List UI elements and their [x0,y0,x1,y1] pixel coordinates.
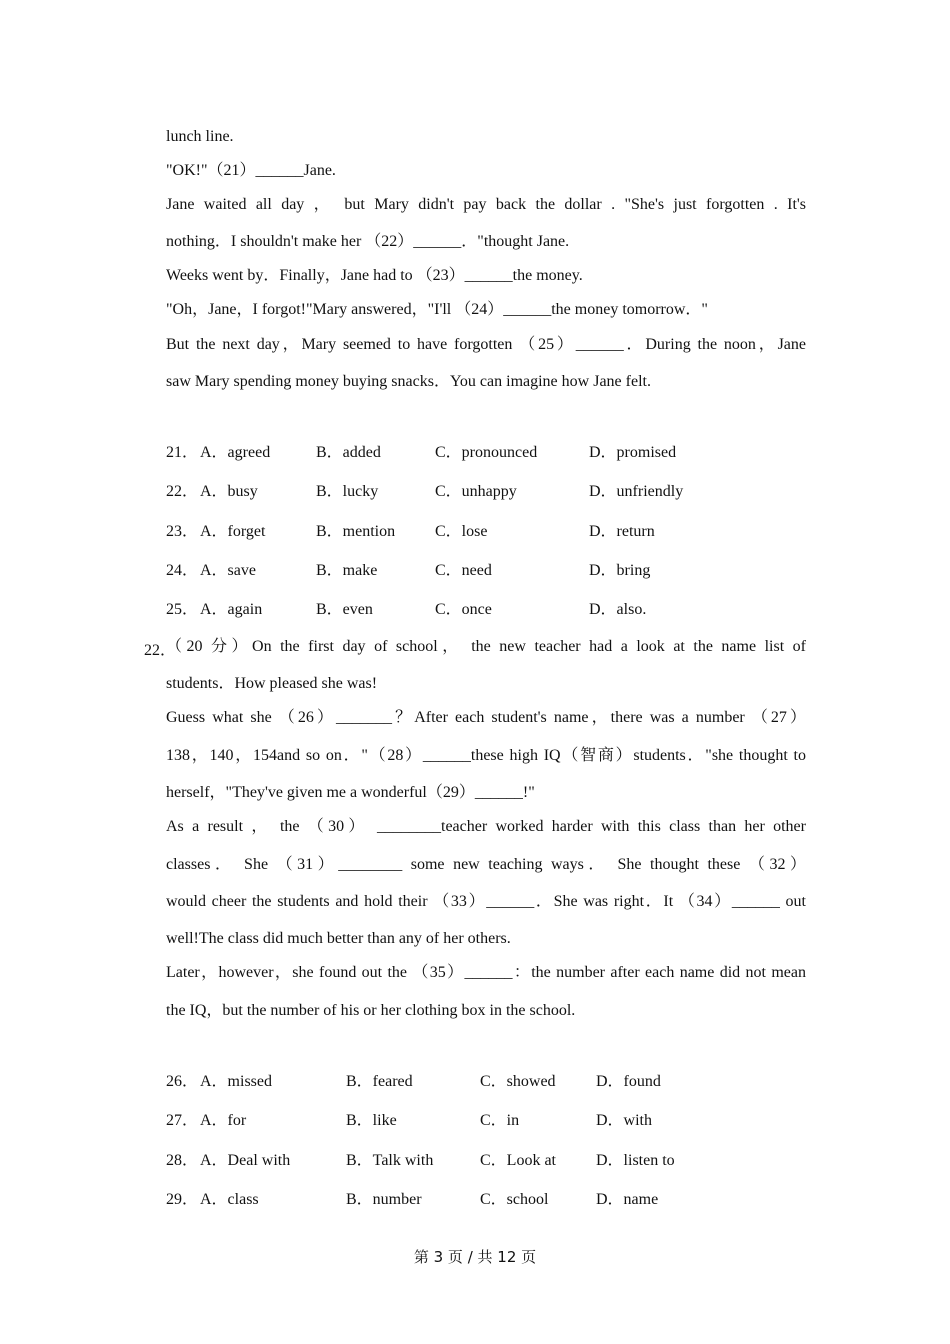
option-c: C．showed [480,1073,556,1090]
passage-line: saw Mary spending money buying snacks．You can imagine how Jane felt. [166,373,651,390]
option-c: C．lose [435,523,488,540]
passage-line: "Oh，Jane，I forgot!"Mary answered，"I'll （24）______the money tomorrow．" [166,301,708,318]
passage-line: nothing．I shouldn't make her （22）______．"thought Jane. [166,233,570,250]
passage-line: would cheer the students and hold their （33）______．She was right．It （34）______ out [166,893,806,910]
question-number: 25． [166,601,199,618]
option-b: B．lucky [316,483,379,500]
option-a: A．Deal with [200,1152,291,1169]
question-number: 22． [166,483,199,500]
option-b: B．added [316,444,381,461]
question-number: 26． [166,1073,199,1090]
question-number: 27． [166,1112,199,1129]
option-d: D．unfriendly [589,483,684,500]
option-a: A．for [200,1112,247,1129]
passage-line: But the next day，Mary seemed to have forgotten （25）______．During the noon，Jane [166,336,806,353]
option-a: A．missed [200,1073,273,1090]
question-number: 21． [166,444,199,461]
passage-line: 138，140，154and so on．"（28）______these high IQ（智商）students．"she thought to [166,747,806,764]
option-d: D．bring [589,562,651,579]
option-b: B．even [316,601,373,618]
option-c: C．pronounced [435,444,538,461]
question-number: 24． [166,562,199,579]
option-c: C．Look at [480,1152,556,1169]
passage-line: Jane waited all day ， but Mary didn't pay back the dollar . "She's just forgotten . It's [166,196,807,213]
passage-line: classes． She （31）________ some new teaching ways． She thought these （32） [166,856,806,873]
page-footer: 第 3 页 / 共 12 页 [413,1248,537,1266]
passage-line: herself，"They've given me a wonderful（29）______!" [166,784,535,801]
passage-line: students．How pleased she was! [166,675,378,692]
option-b: B．mention [316,523,396,540]
question-number: 23． [166,523,199,540]
option-a: A．forget [200,523,266,540]
option-c: C．once [435,601,492,618]
passage-line: Guess what she （26）_______？After each student's name，there was a number （27） [166,709,806,726]
question-number: 28． [166,1152,199,1169]
passage-line: Weeks went by．Finally，Jane had to （23）______the money. [166,267,583,284]
option-b: B．like [346,1112,397,1129]
passage-line: "OK!"（21）______Jane. [166,162,336,179]
option-b: B．number [346,1191,422,1208]
option-b: B．make [316,562,378,579]
option-a: A．save [200,562,256,579]
option-d: D．found [596,1073,661,1090]
option-c: C．in [480,1112,520,1129]
option-c: C．unhappy [435,483,517,500]
passage-line: well!The class did much better than any of her others. [166,930,511,947]
option-d: D．listen to [596,1152,675,1169]
option-a: A．again [200,601,263,618]
passage-line: （20 分）On the first day of school， the new teacher had a look at the name list of [166,638,806,655]
option-d: D．promised [589,444,677,461]
option-a: A．class [200,1191,259,1208]
passage-line: Later，however，she found out the （35）______：the number after each name did not mean [166,964,806,981]
passage-line: the IQ，but the number of his or her clothing box in the school. [166,1002,576,1019]
option-c: C．school [480,1191,549,1208]
option-d: D．return [589,523,655,540]
question-number: 29． [166,1191,199,1208]
option-b: B．feared [346,1073,413,1090]
section-number: 22． [144,642,177,659]
option-d: D．name [596,1191,659,1208]
option-d: D．with [596,1112,653,1129]
option-a: A．agreed [200,444,271,461]
option-b: B．Talk with [346,1152,434,1169]
option-c: C．need [435,562,492,579]
option-a: A．busy [200,483,258,500]
passage-line: As a result ， the （30） ________teacher worked harder with this class than her other [166,818,806,835]
option-d: D．also. [589,601,647,618]
passage-line: lunch line. [166,128,234,145]
